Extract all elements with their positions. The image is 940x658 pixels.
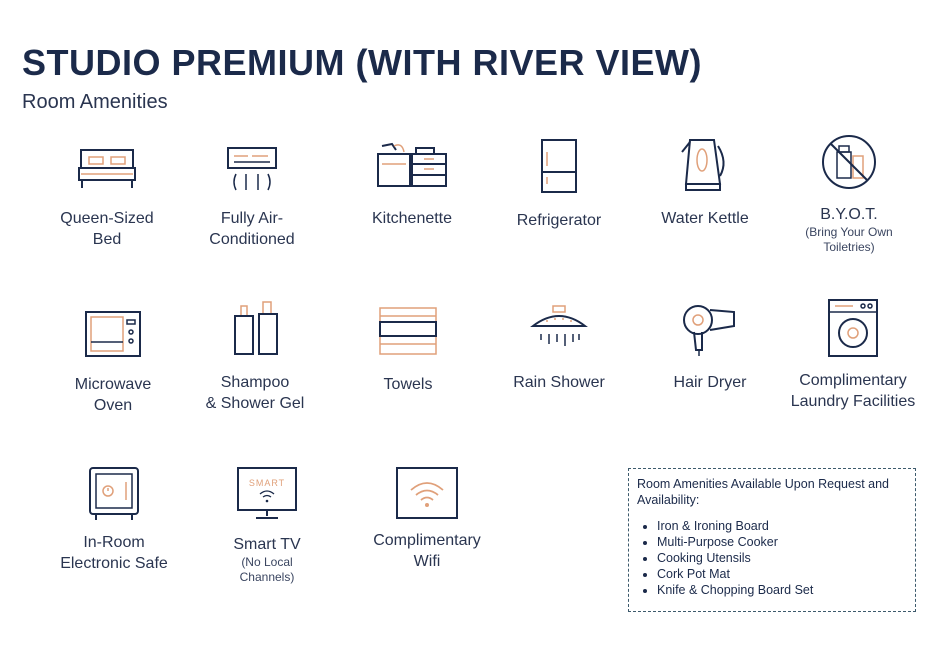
- amenity-label-line1: Refrigerator: [516, 212, 602, 229]
- amenity-microwave: [43, 308, 183, 416]
- washing-machine-icon: [827, 298, 879, 358]
- amenity-label-line1: Rain Shower: [513, 374, 605, 391]
- amenity-water-kettle: [635, 134, 775, 229]
- amenity-label-line1: Hair Dryer: [673, 374, 747, 391]
- amenity-label-line2: Laundry Facilities: [790, 393, 916, 410]
- amenity-label-line2: Electronic Safe: [60, 555, 168, 572]
- request-list-item: • Iron & Ironing Board: [657, 518, 907, 534]
- amenity-label-line1: Water Kettle: [661, 210, 749, 227]
- kettle-icon: [680, 134, 730, 194]
- request-list-item: • Knife & Chopping Board Set: [657, 582, 907, 598]
- amenity-note-line1: (Bring Your Own: [805, 225, 893, 239]
- amenity-smart-tv: [197, 466, 337, 585]
- amenity-refrigerator: [489, 138, 629, 231]
- request-list-item: • Cooking Utensils: [657, 550, 907, 566]
- refrigerator-icon: [539, 138, 579, 194]
- tv-screen-text: SMART: [248, 478, 286, 488]
- amenity-label-line2: Wifi: [413, 553, 441, 570]
- amenity-label-line2: Oven: [93, 397, 133, 414]
- amenity-queen-bed: [37, 144, 177, 250]
- amenity-safe: [44, 466, 184, 574]
- amenity-towels: [338, 306, 478, 395]
- amenity-label-line1: B.Y.O.T.: [820, 206, 878, 223]
- amenity-label-line1: Shampoo: [220, 374, 290, 391]
- wifi-icon: [395, 466, 459, 520]
- request-list-item: • Cork Pot Mat: [657, 566, 907, 582]
- smart-tv-icon: [236, 466, 298, 522]
- amenity-laundry: [783, 298, 923, 412]
- page-subtitle: Room Amenities: [22, 91, 168, 113]
- amenity-label-line1: Microwave: [74, 376, 152, 393]
- amenity-label-line2: Bed: [92, 231, 122, 248]
- amenity-label-line1: In-Room: [83, 534, 145, 551]
- amenity-note-line1: (No Local: [241, 555, 293, 569]
- request-box-title: Room Amenities Available Upon Request and Availability:: [637, 477, 890, 507]
- safe-icon: [88, 466, 140, 522]
- amenity-label-line1: Smart TV: [233, 536, 301, 553]
- amenity-wifi: [357, 466, 497, 572]
- amenity-hair-dryer: [640, 302, 780, 393]
- kitchenette-icon: [374, 140, 450, 194]
- request-list-item: • Multi-Purpose Cooker: [657, 534, 907, 550]
- amenity-label-line2: Conditioned: [209, 231, 295, 248]
- microwave-icon: [84, 308, 142, 360]
- amenity-label-line2: & Shower Gel: [205, 395, 305, 412]
- air-conditioner-icon: [222, 144, 282, 196]
- amenity-label-line1: Complimentary: [799, 372, 907, 389]
- shampoo-bottles-icon: [225, 298, 285, 358]
- request-amenities-box: [628, 468, 916, 612]
- amenity-rain-shower: [489, 304, 629, 393]
- amenity-shampoo: [185, 298, 325, 414]
- amenity-byot: [779, 132, 919, 255]
- amenity-note-line2: Toiletries): [823, 240, 875, 254]
- amenity-label-line1: Kitchenette: [371, 210, 453, 227]
- amenity-label-line1: Towels: [383, 376, 433, 393]
- amenity-kitchenette: [342, 140, 482, 229]
- page-title: STUDIO PREMIUM (WITH RIVER VIEW): [22, 42, 702, 83]
- rain-shower-icon: [529, 304, 589, 356]
- amenity-label-line1: Queen-Sized: [60, 210, 154, 227]
- amenity-air-conditioned: [182, 144, 322, 250]
- amenity-note-line2: Channels): [239, 570, 295, 584]
- request-list: [637, 518, 907, 598]
- amenity-label-line1: Fully Air-: [220, 210, 284, 227]
- towels-icon: [378, 306, 438, 358]
- no-toiletries-icon: [819, 132, 879, 192]
- bed-icon: [77, 144, 137, 196]
- amenity-label-line1: Complimentary: [373, 532, 481, 549]
- hair-dryer-icon: [680, 302, 740, 358]
